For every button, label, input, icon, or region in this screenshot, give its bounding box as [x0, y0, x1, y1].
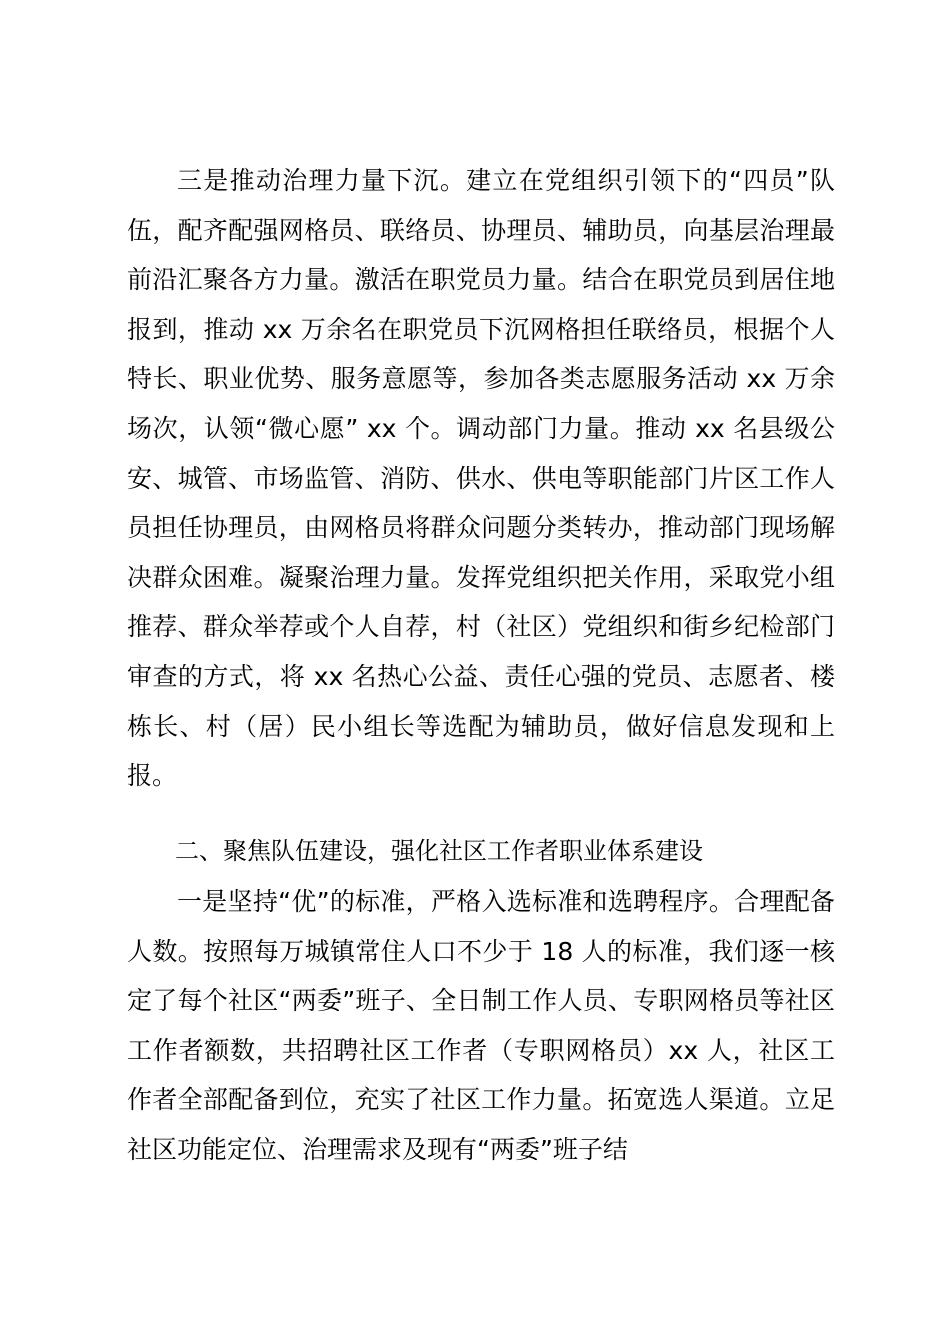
body-text-section-2 [127, 877, 835, 1175]
paragraph: 三是推动治理力量下沉。建立在党组织引领下的“四员”队伍，配齐配强网格员、联络员、协理员、辅助员，向基层治理最前沿汇聚各方力量。激活在职党员力量。结合在职党员到居住地报到，推动 xx 万余名在职党员下沉网格担任联络员，根据个人特长、职业优势、服务意愿等，参加各类志愿服务活动 xx 万余场次，认领“微心愿” xx 个。调动部门力量。推动 xx 名县级公安、城管、市场监管、消防、供水、供电等职能部门片区工作人员担任协理员，由网格员将群众问题分类转办，推动部门现场解决群众困难。凝聚治理力量。发挥党组织把关作用，采取党小组推荐、群众举荐或个人自荐，村（社区）党组织和街乡纪检部门审查的方式，将 xx 名热心公益、责任心强的党员、志愿者、楼栋长、村（居）民小组长等选配为辅助员，做好信息发现和上报。 [127, 166, 835, 791]
section-heading: 二、聚焦队伍建设，强化社区工作者职业体系建设 [175, 837, 703, 865]
body-text-section-1 [127, 156, 835, 801]
section-heading-block [127, 827, 835, 877]
paragraph: 一是坚持“优”的标准，严格入选标准和选聘程序。合理配备人数。按照每万城镇常住人口不少于 18 人的标准，我们逐一核定了每个社区“两委”班子、全日制工作人员、专职网格员等社区工作者额数，共招聘社区工作者（专职网格员）xx 人，社区工作者全部配备到位，充实了社区工作力量。拓宽选人渠道。立足社区功能定位、治理需求及现有“两委”班子结 [127, 887, 835, 1164]
